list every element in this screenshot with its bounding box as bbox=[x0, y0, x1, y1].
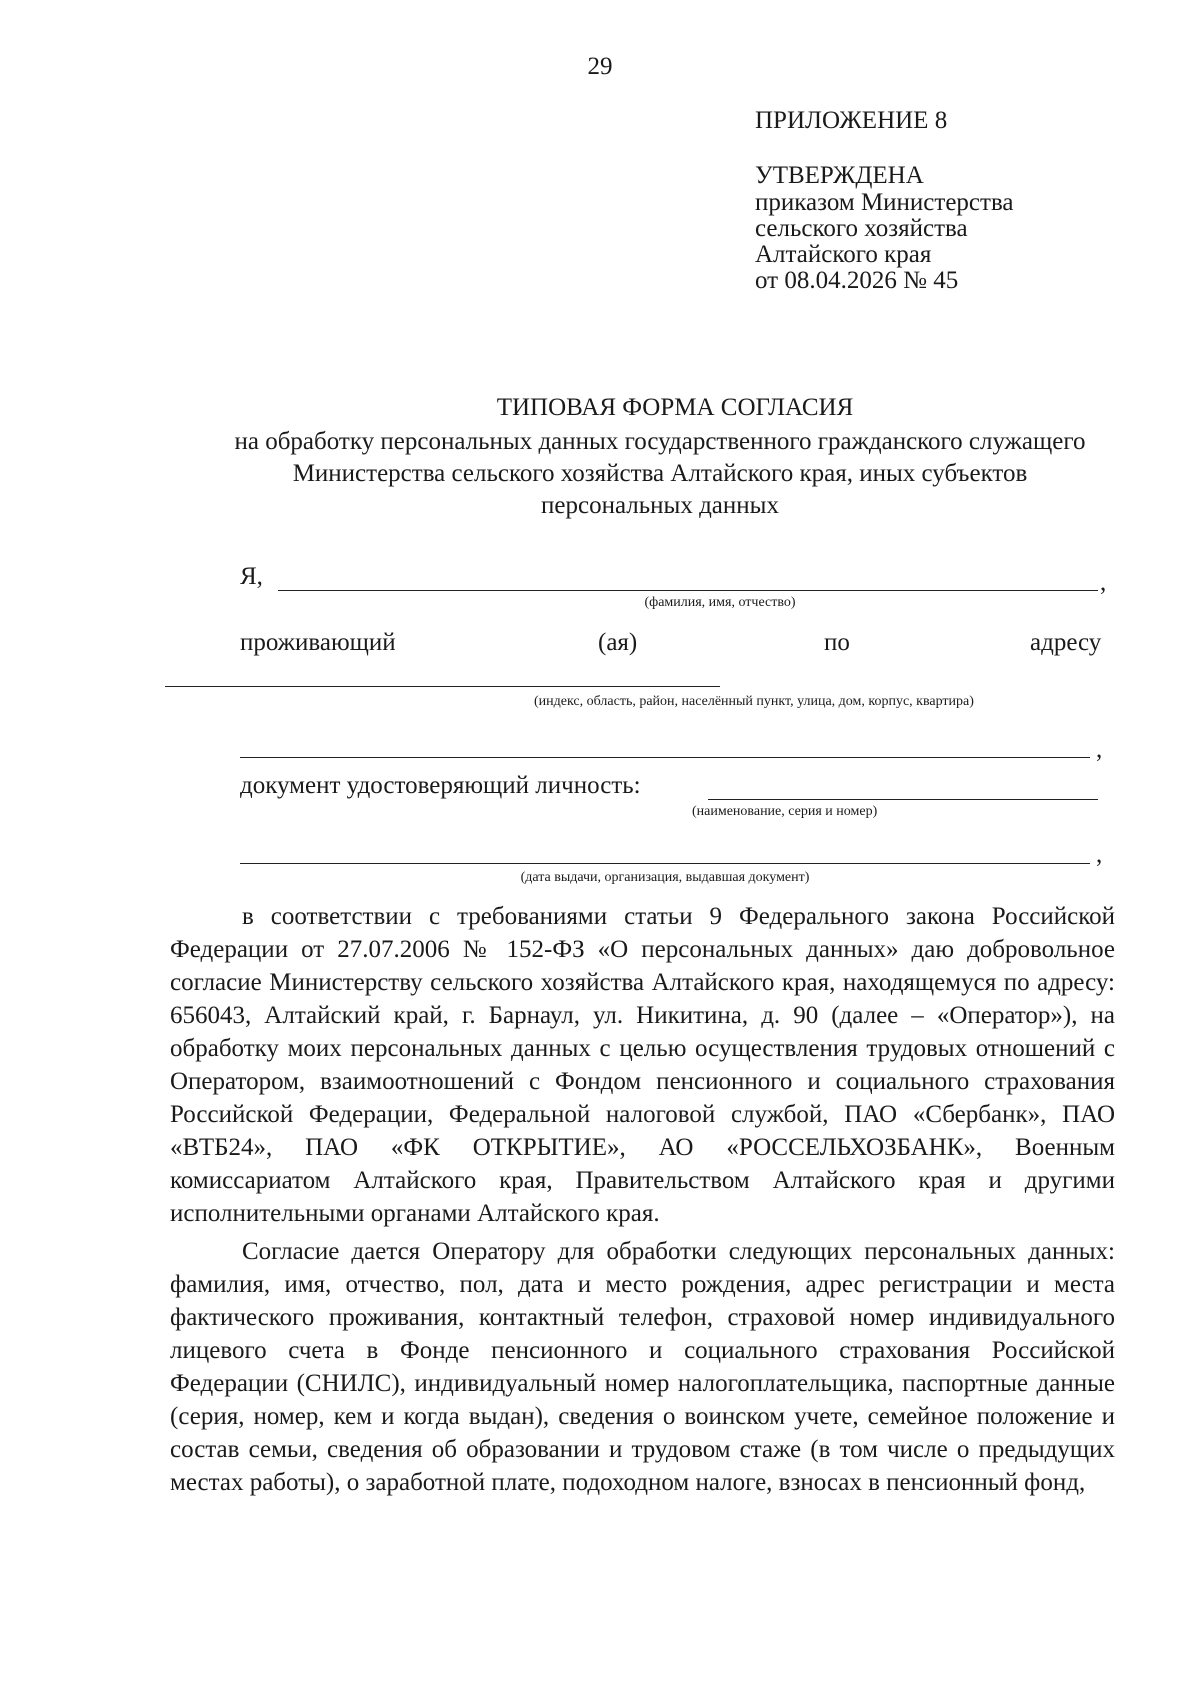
approval-block bbox=[755, 108, 1014, 294]
id-label: документ удостоверяющий личность: bbox=[240, 772, 641, 799]
name-hint: (фамилия, имя, отчество) bbox=[644, 595, 796, 610]
address-input-line-2[interactable] bbox=[240, 757, 1090, 758]
name-suffix: , bbox=[1100, 569, 1107, 596]
id-hint: (наименование, серия и номер) bbox=[692, 804, 878, 819]
order-line: приказом Министерства bbox=[755, 189, 1014, 216]
form-subtitle: на обработку персональных данных государственного гражданского служащего Министерства сельского хозяйства Алтайского края, иных субъектов персональных данных bbox=[234, 428, 1086, 519]
id-input-line[interactable] bbox=[708, 799, 1098, 800]
address-suffix: , bbox=[1096, 736, 1103, 763]
consent-paragraph: Согласие дается Оператору для обработки следующих персональных данных: фамилия, имя, отчество, пол, дата и место рождения, адрес регистрации и места фактического проживания, контактный телефон, страховой номер индивидуального лицевого счета в Фонде пенсионного и социального страхования Российской Федерации (СНИЛС), индивидуальный номер налогоплательщика, паспортные данные (серия, номер, кем и когда выдан), сведения о воинском учете, семейное положение и состав семьи, сведения об образовании и трудовом стаже (в том числе о предыдущих местах работы), о заработной плате, подоходном налоге, взносах в пенсионный фонд, bbox=[170, 1238, 1115, 1496]
consent-paragraph: в соответствии с требованиями статьи 9 Федерального закона Российской Федерации от 27.07.2006 № 152-ФЗ «О персональных данных» даю добровольное согласие Министерству сельского хозяйства Алтайского края, находящемуся по адресу: 656043, Алтайский край, г. Барнаул, ул. Никитина, д. 90 (далее – «Оператор»), на обработку моих персональных данных с целью осуществления трудовых отношений с Оператором, взаимоотношений с Фондом пенсионного и социального страхования Российской Федерации, Федеральной налоговой службой, ПАО «Сбербанк», ПАО «ВТБ24», ПАО «ФК ОТКРЫТИЕ», АО «РОССЕЛЬХОЗБАНК», Военным комиссариатом Алтайского края, Правительством Алтайского края и другими исполнительными органами Алтайского края. bbox=[170, 903, 1115, 1227]
page-number: 29 bbox=[587, 53, 613, 80]
residing-word: проживающий bbox=[240, 629, 396, 656]
address-input-line[interactable] bbox=[165, 686, 720, 687]
residing-word: адресу bbox=[1030, 629, 1102, 656]
residing-word: (ая) bbox=[598, 629, 638, 656]
issue-suffix: , bbox=[1096, 841, 1103, 868]
name-input-line[interactable] bbox=[278, 590, 1098, 591]
issue-input-line[interactable] bbox=[240, 863, 1090, 864]
approved-label: УТВЕРЖДЕНА bbox=[755, 162, 924, 189]
address-hint: (индекс, область, район, населённый пункт, улица, дом, корпус, квартира) bbox=[534, 694, 974, 709]
order-line: сельского хозяйства bbox=[755, 215, 968, 242]
order-line: от 08.04.2026 № 45 bbox=[755, 267, 959, 294]
issue-hint: (дата выдачи, организация, выдавшая документ) bbox=[520, 870, 810, 885]
name-prefix: Я, bbox=[240, 563, 263, 590]
form-title: ТИПОВАЯ ФОРМА СОГЛАСИЯ bbox=[496, 394, 854, 421]
annex-label: ПРИЛОЖЕНИЕ 8 bbox=[755, 107, 948, 134]
consent-body bbox=[170, 900, 1115, 1499]
residing-word: по bbox=[824, 629, 850, 656]
order-line: Алтайского края bbox=[755, 241, 932, 268]
